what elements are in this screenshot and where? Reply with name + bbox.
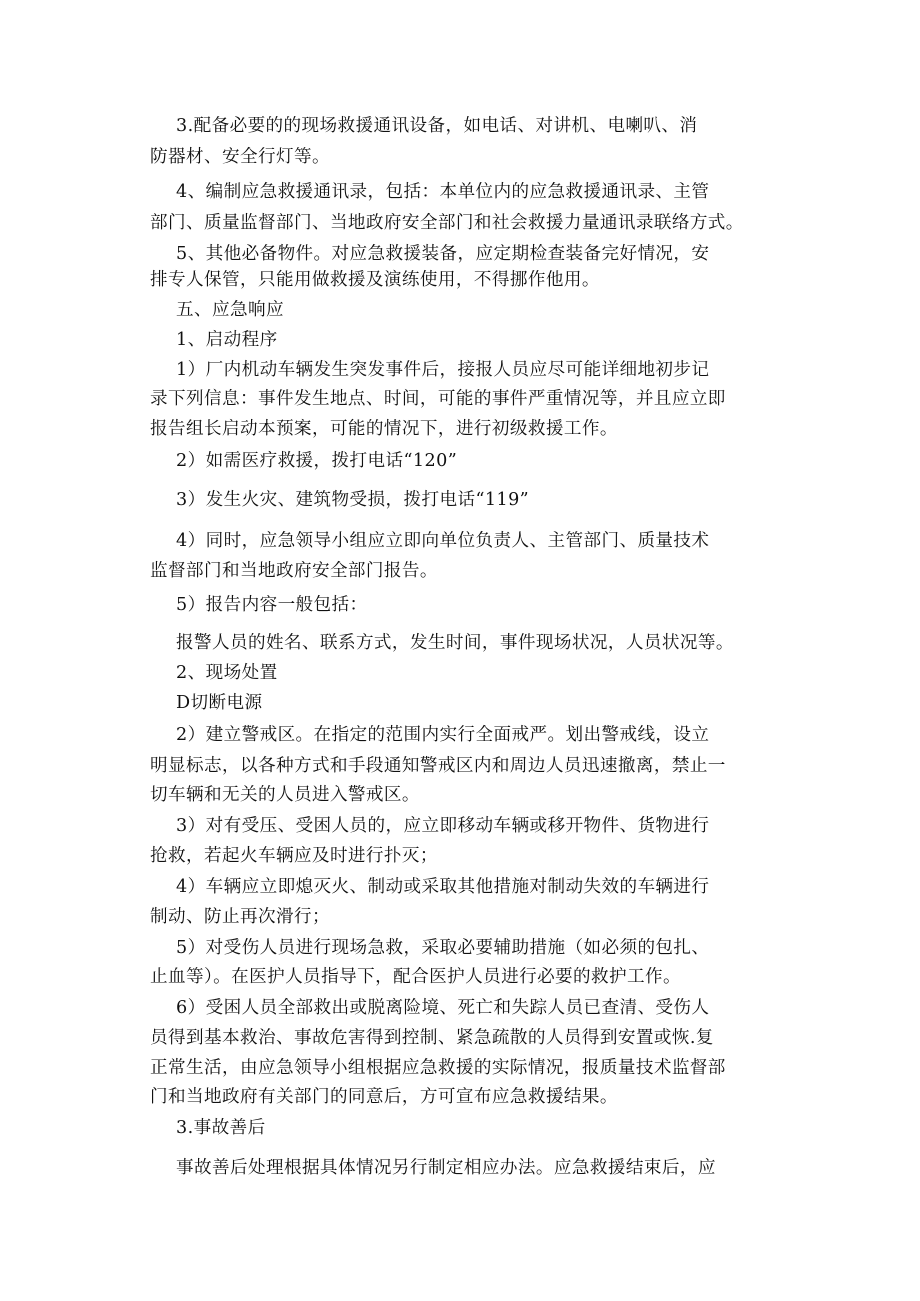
section-heading: 五、应急响应: [176, 300, 284, 320]
subsection-heading: 2、现场处置: [176, 663, 278, 683]
text-line: 2）如需医疗救援，拨打电话“120”: [176, 451, 458, 471]
text-line: 监督部门和当地政府安全部门报告。: [150, 561, 438, 581]
text-line: 抢救，若起火车辆应及时进行扑灭；: [150, 846, 438, 866]
text-line: 报警人员的姓名、联系方式，发生时间，事件现场状况，人员状况等。: [176, 633, 734, 653]
text-line: 4）车辆应立即熄灭火、制动或采取其他措施对制动失效的车辆进行: [176, 877, 710, 897]
text-line: 事故善后处理根据具体情况另行制定相应办法。应急救援结束后，应: [176, 1158, 716, 1178]
text-line: 4、编制应急救援通讯录，包括：本单位内的应急救援通讯录、主管: [176, 182, 710, 202]
text-line: 制动、防止再次滑行；: [150, 907, 330, 927]
text-line: 3）对有受压、受困人员的，应立即移动车辆或移开物件、货物进行: [176, 816, 710, 836]
text-line: 5）报告内容一般包括：: [176, 595, 368, 615]
text-line: 止血等）。在医护人员指导下，配合医护人员进行必要的救护工作。: [150, 967, 682, 987]
text-line: 报告组长启动本预案，可能的情况下，进行初级救援工作。: [150, 419, 618, 439]
text-line: 排专人保管，只能用做救援及演练使用，不得挪作他用。: [150, 270, 600, 290]
subsection-heading: 1、启动程序: [176, 330, 278, 350]
text-line: 2）建立警戒区。在指定的范围内实行全面戒严。划出警戒线，设立: [176, 725, 710, 745]
text-line: 正常生活，由应急领导小组根据应急救援的实际情况，报质量技术监督部: [150, 1058, 726, 1078]
text-line: 5）对受伤人员进行现场急救，采取必要辅助措施（如必须的包扎、: [176, 938, 710, 958]
text-line: 4）同时，应急领导小组应立即向单位负责人、主管部门、质量技术: [176, 531, 710, 551]
text-line: 明显标志，以各种方式和手段通知警戒区内和周边人员迅速撤离，禁止一: [150, 756, 726, 776]
text-line: D切断电源: [176, 693, 263, 713]
text-line: 防器材、安全行灯等。: [150, 147, 330, 167]
text-line: 门和当地政府有关部门的同意后，方可宣布应急救援结果。: [150, 1087, 618, 1107]
text-line: 6）受困人员全部救出或脱离险境、死亡和失踪人员已查清、受伤人: [176, 998, 710, 1018]
text-line: 3.配备必要的的现场救援通讯设备，如电话、对讲机、电喇叭、消: [176, 116, 698, 136]
text-line: 录下列信息：事件发生地点、时间，可能的事件严重情况等，并且应立即: [150, 389, 726, 409]
text-line: 1）厂内机动车辆发生突发事件后，接报人员应尽可能详细地初步记: [176, 360, 710, 380]
text-line: 3）发生火灾、建筑物受损，拨打电话“119”: [176, 490, 530, 510]
subsection-heading: 3.事故善后: [176, 1118, 266, 1138]
text-line: 员得到基本救治、事故危害得到控制、紧急疏散的人员得到安置或恢.复: [150, 1028, 714, 1048]
text-line: 切车辆和无关的人员进入警戒区。: [150, 785, 420, 805]
text-line: 5、其他必备物件。对应急救援装备，应定期检查装备完好情况，安: [176, 244, 710, 264]
text-line: 部门、质量监督部门、当地政府安全部门和社会救援力量通讯录联络方式。: [150, 213, 744, 233]
